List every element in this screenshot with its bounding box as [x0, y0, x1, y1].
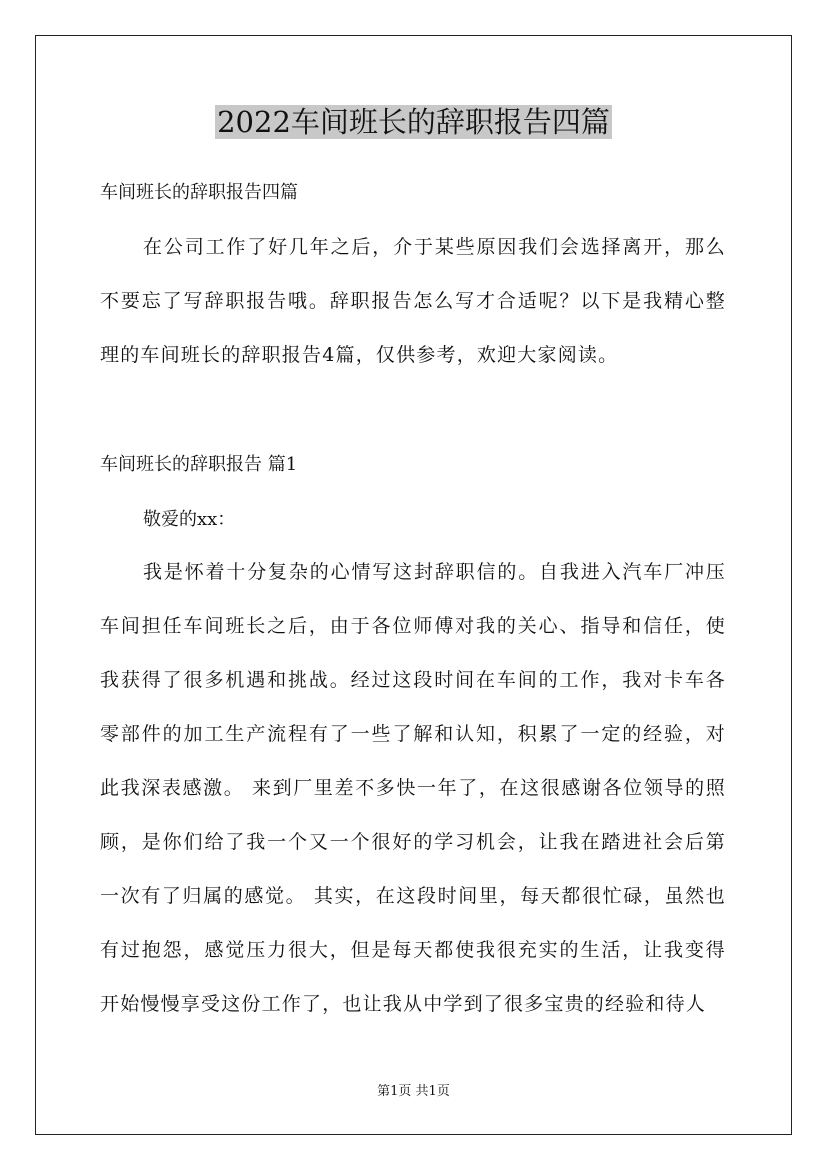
salutation: 敬爱的xx： — [143, 509, 236, 530]
document-title-text: 2022车间班长的辞职报告四篇 — [217, 105, 610, 139]
document-subtitle: 车间班长的辞职报告四篇 — [100, 182, 298, 203]
body-paragraph: 我是怀着十分复杂的心情写这封辞职信的。自我进入汽车厂冲压车间担任车间班长之后，由于各位师傅对我的关心、指导和信任，使我获得了很多机遇和挑战。经过这段时间在车间的工作，我对卡车各零部件的加工生产流程有了一些了解和认知，积累了一定的经验，对此我深表感激。 来到厂里差不多快一年了，在这很感谢各位领导的照顾，是你们给了我一个又一个很好的学习机会，让我在踏进社会后第一次有了归属的感觉。 其实，在这段时间里，每天都很忙碌，虽然也有过抱怨，感觉压力很大，但是每天都使我很充实的生活，让我变得开始慢慢享受这份工作了，也让我从中学到了很多宝贵的经验和待人 — [100, 561, 726, 1015]
section-heading: 车间班长的辞职报告 篇1 — [100, 454, 298, 475]
page-footer: 第1页 共1页 — [377, 1084, 450, 1099]
document-title — [0, 102, 827, 142]
intro-paragraph: 在公司工作了好几年之后，介于某些原因我们会选择离开，那么不要忘了写辞职报告哦。辞职报告怎么写才合适呢？以下是我精心整理的车间班长的辞职报告4篇，仅供参考，欢迎大家阅读。 — [100, 236, 726, 366]
